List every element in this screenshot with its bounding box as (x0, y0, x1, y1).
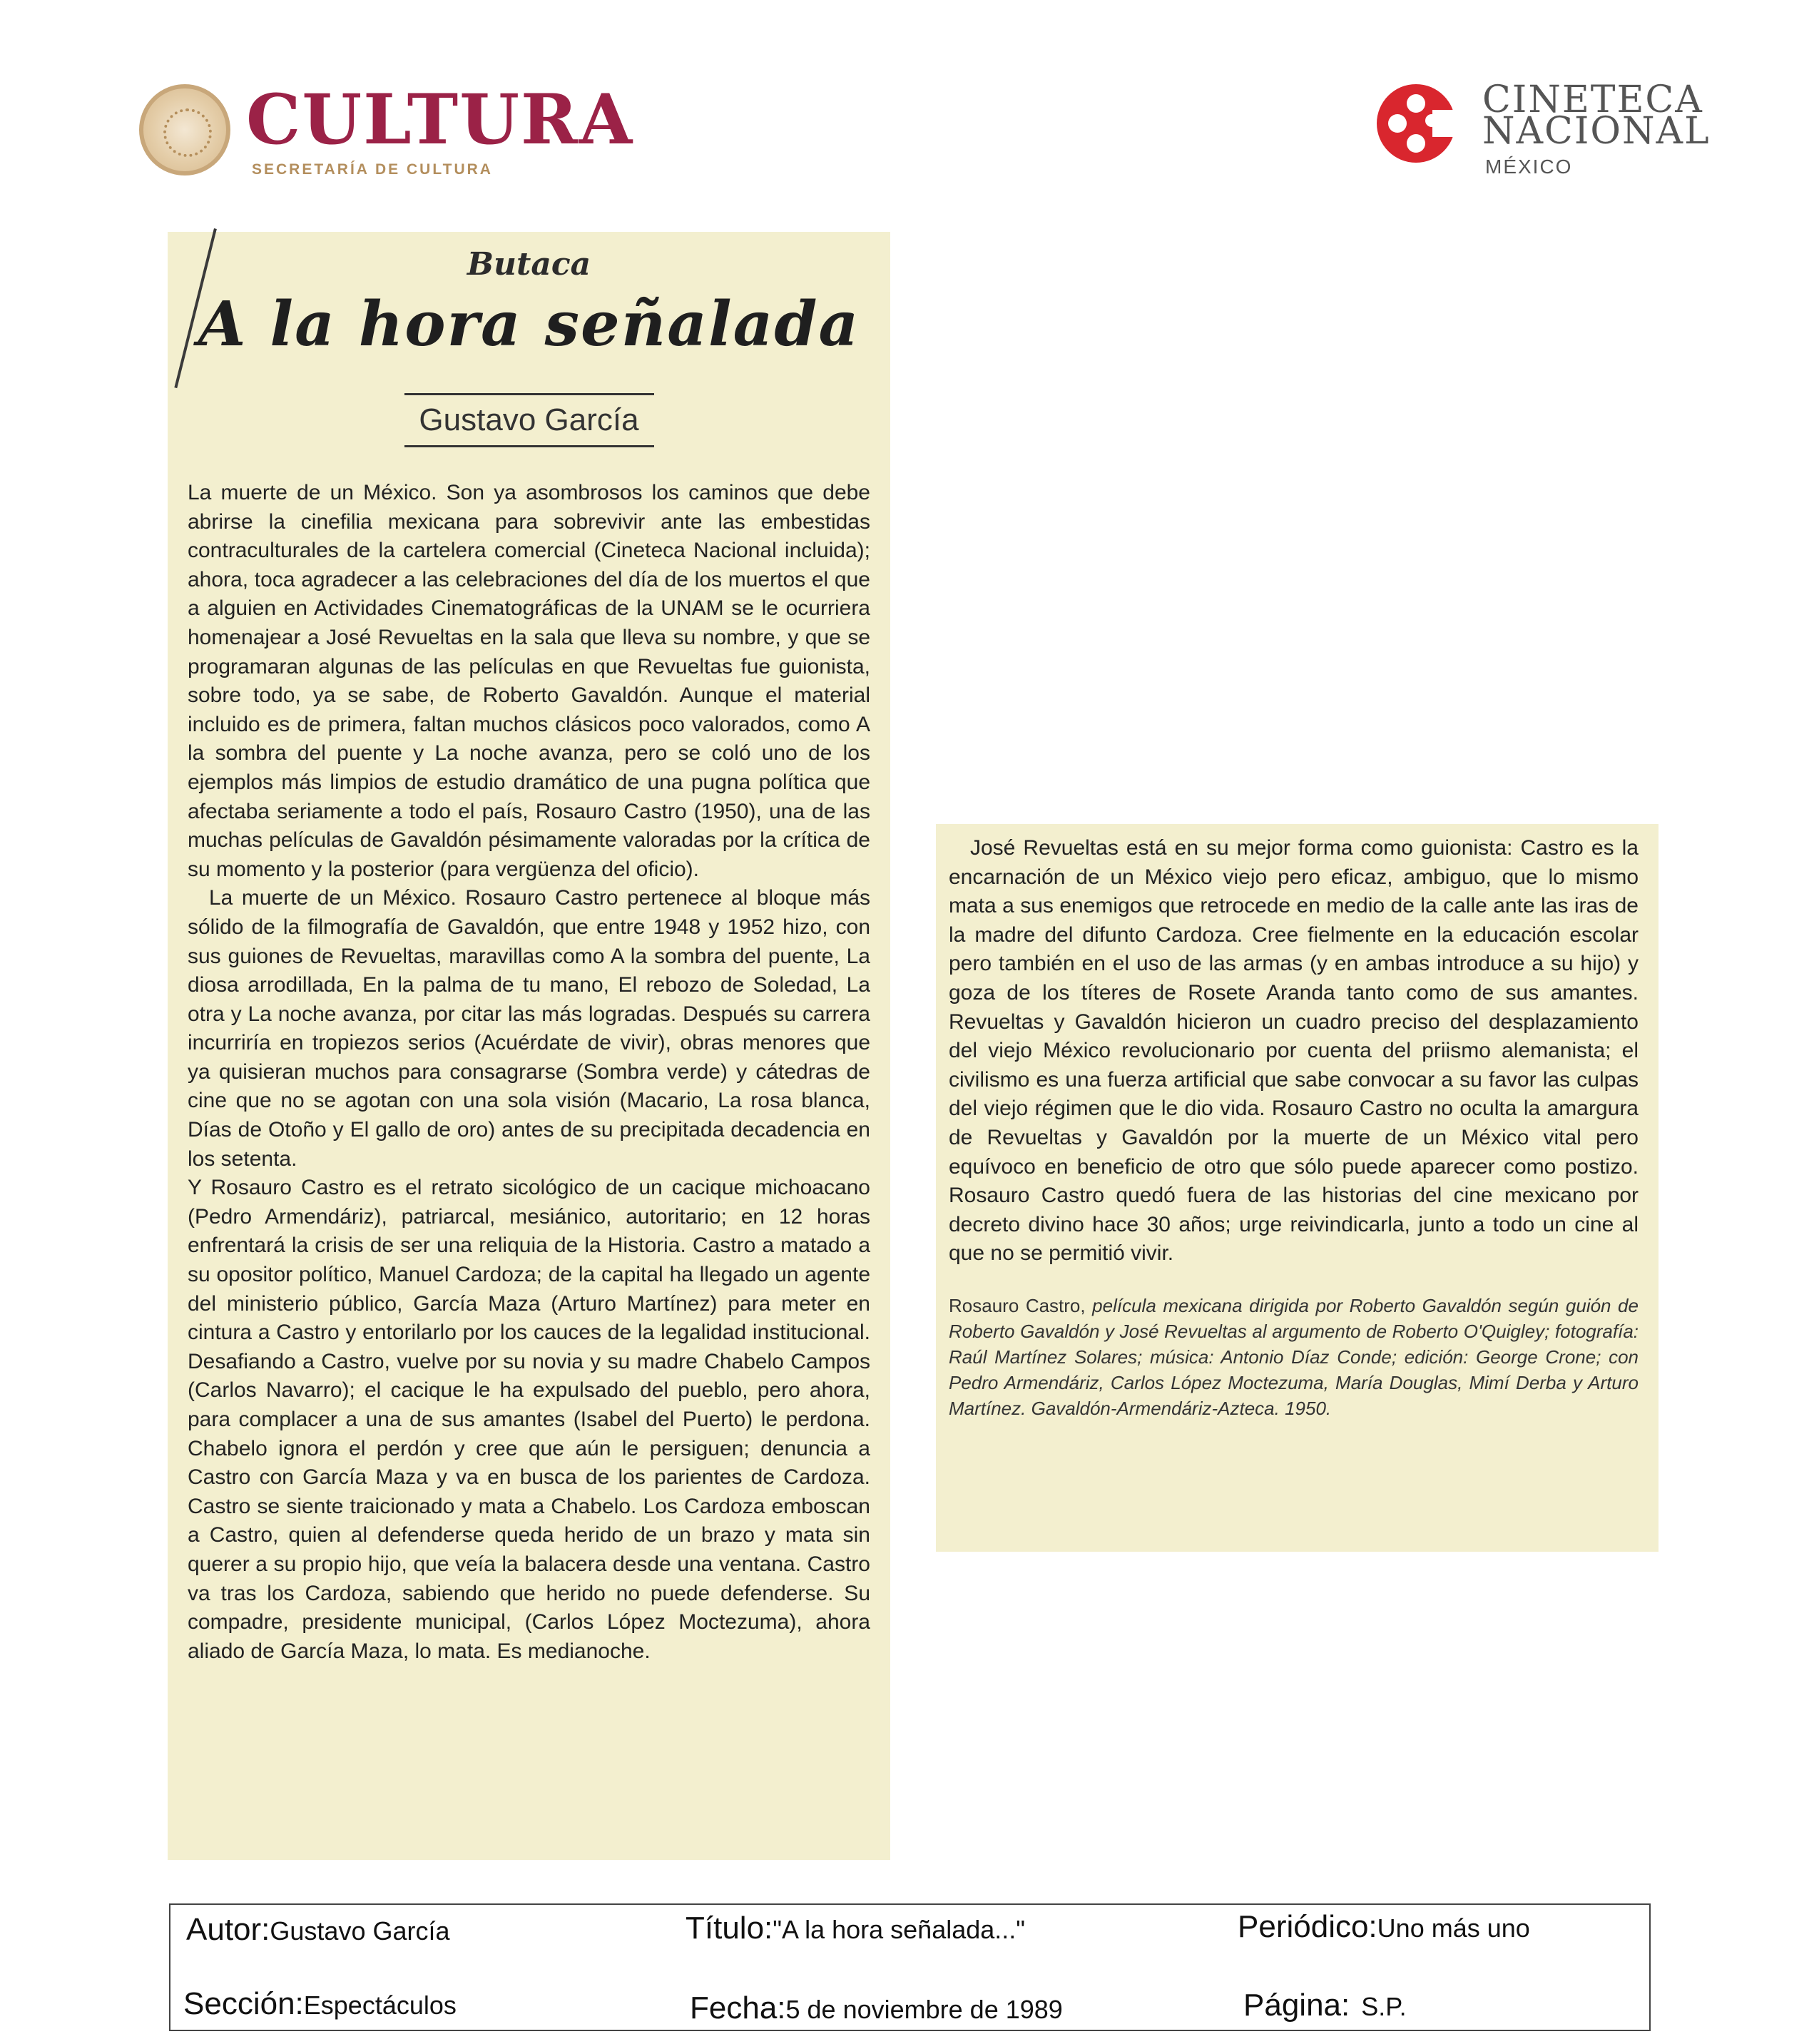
pagina-label: Página: (1243, 1988, 1350, 2023)
seccion-value: Espectáculos (303, 1990, 457, 2020)
article-clipping-main (168, 232, 890, 1860)
cineteca-name-line1: CINETECA (1482, 78, 1703, 121)
film-credits (949, 1293, 1639, 1421)
fecha-value: 5 de noviembre de 1989 (785, 1995, 1063, 2024)
cultura-wordmark: CULTURA (246, 79, 634, 160)
pagina-field (1243, 1988, 1407, 2023)
seccion-field (183, 1986, 457, 2022)
section-label: Butaca (467, 246, 591, 283)
titulo-label: Título: (686, 1911, 773, 1946)
article-body-column1 (188, 479, 870, 1666)
byline: Gustavo García (419, 402, 639, 437)
paragraph: La muerte de un México. Rosauro Castro pertenece al bloque más sólido de la filmografía de Gavaldón, que entre 1948 y 1952 hizo, con sus guiones de Revueltas, maravillas como A la sombra del puente, La diosa arrodillada, En la palma de tu mano, El rebozo de Soledad, La otra y La noche avanza, por citar las más logradas. Después su carrera incurriría en tropiezos serios (Acuérdate de vivir), obras menores que ya quisieran muchos para consagrarse (Sombra verde) y cátedras de cine que no se agotan con una sola visión (Macario, La rosa blanca, Días de Otoño y El gallo de oro) antes de su precipitada decadencia en los setenta. (188, 886, 870, 1171)
credits-film-title: Rosauro Castro, (949, 1294, 1086, 1316)
paragraph: Y Rosauro Castro es el retrato sicológico de un cacique michoacano (Pedro Armendáriz), patriarcal, mesiánico, autoritario; en 12 horas enfrentará la crisis de ser una reliquia de la Historia. Castro a matado a su opositor político, Manuel Cardoza; de la capital ha llegado un agente del ministerio público, García Maza (Arturo Martínez) para meter en cintura a Castro y entorilarlo por los cauces de la legalidad institucional. Desafiando a Castro, vuelve por su novia y su madre Chabelo Campos (Carlos Navarro); el cacique le ha expulsado del pueblo, pero ahora, para complacer a una de sus amantes (Isabel del Puerto) le perdona. Chabelo ignora el perdón y cree que aún le persiguen; denuncia a Castro con García Maza y va en busca de los parientes de Cardoza. Castro se siente traicionado y mata a Chabelo. Los Cardoza emboscan a Castro, quien al defenderse queda herido de un brazo y mata sin querer a su propio hijo, que veía la balacera desde una ventana. Castro va tras los Cardoza, sabiendo que herido no puede defenderse. Su compadre, presidente municipal, (Carlos López Moctezuma), ahora aliado de García Maza, lo mata. Es medianoche. (188, 1176, 870, 1663)
periodico-label: Periódico: (1238, 1909, 1377, 1944)
cineteca-country: MÉXICO (1485, 156, 1573, 178)
article-clipping-continuation (936, 824, 1658, 1552)
cultura-logo (139, 79, 638, 184)
cineteca-logo (1377, 78, 1711, 184)
titulo-value: "A la hora señalada..." (773, 1915, 1026, 1944)
credits-text: película mexicana dirigida por Roberto Gavaldón según guión de Roberto Gavaldón y José Revueltas al argumento de Roberto O'Quigley; fotografía: Raúl Martínez Solares; música: Antonio Díaz Conde; edición: George Crone; con Pedro Armendáriz, Carlos López Moctezuma, María Douglas, Mimí Derba y Arturo Martínez. Gavaldón-Armendáriz-Azteca. 1950. (949, 1294, 1639, 1419)
metadata-table (169, 1903, 1651, 2031)
article-headline: A la hora señalada (198, 288, 860, 360)
article-body-column2: José Revueltas está en su mejor forma como guionista: Castro es la encarnación de un México viejo pero eficaz, ambiguo, que lo mismo mata a sus enemigos que retrocede en medio de la calle ante las iras de la madre del difunto Cardoza. Cree fielmente en la educación escolar pero también en el uso de las armas (y en ambas introduce a su hijo) y goza de los títeres de Rosete Aranda tanto como de sus amantes. Revueltas y Gavaldón hicieron un cuadro preciso del desplazamiento del viejo México revolucionario por cuenta del priismo alemanista; el civilismo es una fuerza artificial que sabe convocar a su favor las culpas del viejo régimen que le dio vida. Rosauro Castro no oculta la amargura de Revueltas y Gavaldón por la muerte de un México vital pero equívoco en beneficio de otro que sólo puede aparecer como postizo. Rosauro Castro quedó fuera de las historias del cine mexicano por decreto divino hace 30 años; urge reivindicarla, junto a todo un cine al que no se permitió vivir. (949, 836, 1639, 1266)
fecha-field (690, 1990, 1063, 2026)
cineteca-name (1482, 78, 1711, 153)
cineteca-name-line2: NACIONAL (1482, 110, 1711, 153)
paragraph: La muerte de un México. Son ya asombrosos los caminos que debe abrirse la cinefilia mexicana para sobrevivir ante las embestidas contraculturales de la cartelera comercial (Cineteca Nacional incluida); ahora, toca agradecer a las celebraciones del día de los muertos el que a alguien en Actividades Cinematográficas de la UNAM se le ocurriera homenajear a José Revueltas en la sala que lleva su nombre, y que se programaran algunas de las películas en que Revueltas fue guionista, sobre todo, ya se sabe, de Roberto Gavaldón. Aunque el material incluido es de primera, faltan muchos clásicos poco valorados, como A la sombra del puente y La noche avanza, pero se coló uno de los ejemplos más limpios de estudio dramático de una pugna política que afectaba seriamente a todo el país, Rosauro Castro (1950), una de las muchas películas de Gavaldón pésimamente valoradas por la crítica de su momento y la posterior (para vergüenza del oficio). (188, 481, 870, 881)
titulo-field (686, 1911, 1025, 1946)
autor-value: Gustavo García (270, 1916, 450, 1946)
national-seal-icon (139, 84, 230, 176)
pagina-value: S.P. (1361, 1992, 1407, 2021)
autor-field (186, 1912, 450, 1948)
byline-box (404, 393, 654, 447)
periodico-field (1238, 1909, 1530, 1945)
seccion-label: Sección: (183, 1986, 304, 2021)
periodico-value: Uno más uno (1377, 1913, 1530, 1943)
fecha-label: Fecha: (690, 1990, 786, 2025)
film-reel-icon (1377, 84, 1455, 163)
cultura-subtitle: SECRETARÍA DE CULTURA (252, 161, 493, 178)
autor-label: Autor: (186, 1912, 270, 1947)
